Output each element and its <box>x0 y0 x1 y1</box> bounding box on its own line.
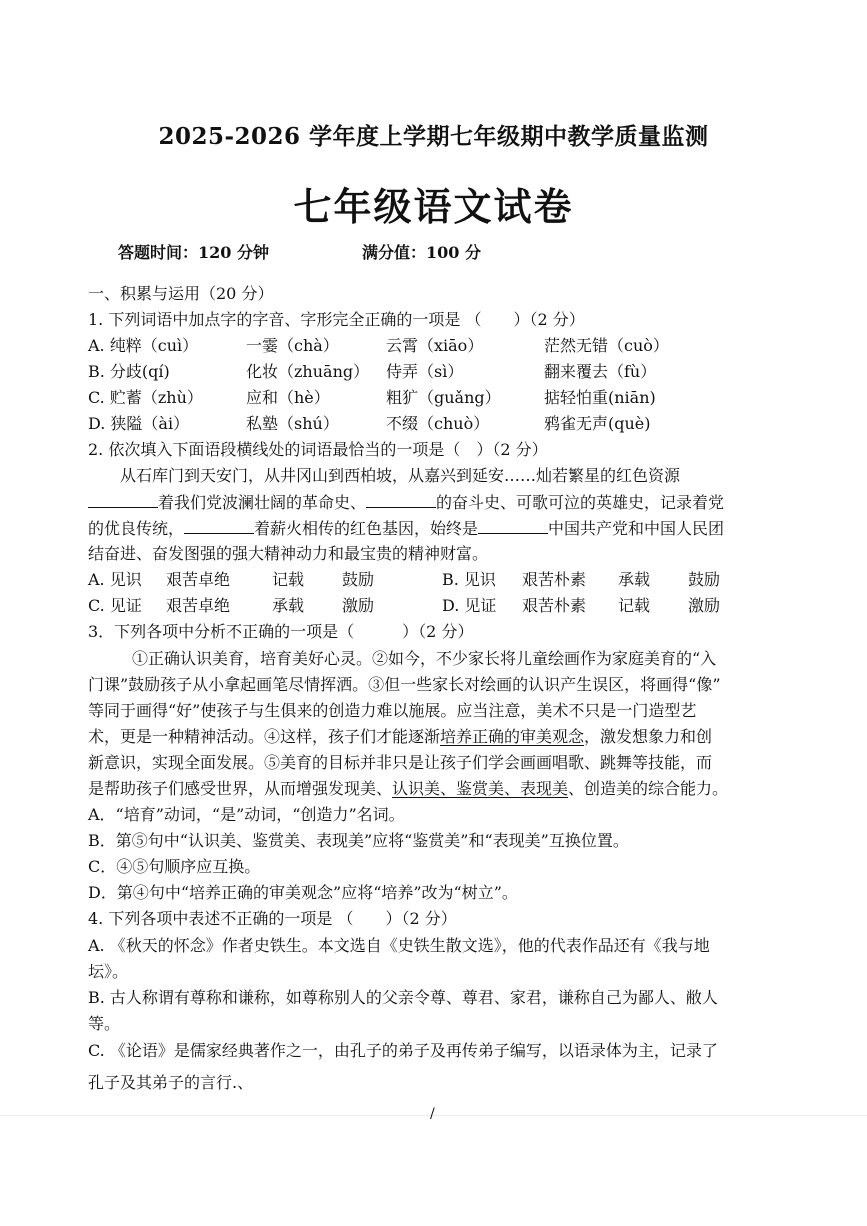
q2-option-cell: 鼓励 <box>342 570 375 589</box>
q2-passage-line <box>88 517 724 540</box>
fill-blank <box>88 491 158 508</box>
q2-passage-line <box>88 491 724 514</box>
q2-passage-text: 中国共产党和中国人民团 <box>548 519 725 538</box>
question-1-stem: 1. 下列词语中加点字的字音、字形完全正确的一项是 （ ）（2 分） <box>88 310 585 329</box>
q1-option-cell: 翻来覆去（fù） <box>544 362 657 381</box>
q1-option-cell: 云霄（xiāo） <box>386 336 484 355</box>
q3-option-d: D．第④句中“培养正确的审美观念”应将“培养”改为“树立”。 <box>88 883 518 902</box>
q1-option-cell: 粗犷（guǎng） <box>386 388 501 407</box>
page-mark: / <box>430 1106 435 1122</box>
q1-option-cell: A. 纯粹（cuì） <box>88 336 199 355</box>
q1-option-cell: C. 贮蓄（zhù） <box>88 388 203 407</box>
q4-option-a: A. 《秋天的怀念》作者史铁生。本文选自《史铁生散文选》，他的代表作品还有《我与地 <box>88 936 710 955</box>
q2-option-cell: 艰苦卓绝 <box>166 570 231 589</box>
q1-option-cell: 茫然无错（cuò） <box>544 336 669 355</box>
q3-option-b: B．第⑤句中“认识美、鉴赏美、表现美”应将“鉴赏美”和“表现美”互换位置。 <box>88 831 629 850</box>
q1-option-cell: 不缀（chuò） <box>386 414 490 433</box>
q1-option-cell: B. 分歧(qí) <box>88 362 170 381</box>
q2-passage-line: 结奋进、奋发图强的强大精神动力和最宝贵的精神财富。 <box>88 544 489 563</box>
q2-option-cell: 艰苦朴素 <box>522 596 587 615</box>
underlined-phrase: 培养正确的审美观念 <box>440 727 585 746</box>
q2-passage-text: 的优良传统， <box>88 519 185 538</box>
q2-option-cell: C. 见证 <box>88 596 142 615</box>
q2-passage-text: 的奋斗史、可歌可泣的英雄史，记录着党 <box>436 493 725 512</box>
q4-option-c-cont: 孔子及其弟子的言行.、 <box>88 1073 254 1092</box>
q3-passage-line: 门课”鼓励孩子从小拿起画笔尽情挥洒。③但一些家长对绘画的认识产生误区，将画得“像” <box>88 675 721 694</box>
q2-option-cell: 承载 <box>272 596 305 615</box>
q2-option-cell: D. 见证 <box>442 596 497 615</box>
q1-option-cell: 掂轻怕重(niān) <box>544 388 656 407</box>
q4-option-a-cont: 坛》。 <box>88 962 129 981</box>
section-heading: 一、积累与运用（20 分） <box>88 284 274 303</box>
q1-option-cell: D. 狭隘（ài） <box>88 414 190 433</box>
q3-option-a: A．“培育”动词，“是”动词，“创造力”名词。 <box>88 805 405 824</box>
q1-option-cell: 侍弄（sì） <box>386 362 464 381</box>
q2-option-cell: B. 见识 <box>442 570 496 589</box>
underlined-phrase: 认识美、鉴赏美、表现美 <box>392 779 569 798</box>
q3-passage-line: ①正确认识美育，培育美好心灵。②如今，不少家长将儿童绘画作为家庭美育的“入 <box>132 649 717 668</box>
q1-option-cell: 化妆（zhuāng） <box>246 362 370 381</box>
question-2-stem: 2. 依次填入下面语段横线处的词语最恰当的一项是（ ）（2 分） <box>88 440 548 459</box>
fill-blank <box>184 517 254 534</box>
q4-option-c: C. 《论语》是儒家经典著作之一，由孔子的弟子及再传弟子编写，以语录体为主，记录了 <box>88 1041 718 1060</box>
fill-blank <box>478 517 548 534</box>
q2-option-cell: 艰苦朴素 <box>522 570 587 589</box>
q3-passage-text: 术，更是一种精神活动。④这样，孩子们才能逐渐 <box>88 727 441 746</box>
q2-option-cell: 艰苦卓绝 <box>166 596 231 615</box>
q2-option-cell: 记载 <box>618 596 651 615</box>
q2-option-cell: 承载 <box>618 570 651 589</box>
q3-passage-line <box>88 778 728 800</box>
q1-option-cell: 私塾（shú） <box>246 414 339 433</box>
q4-option-b-cont: 等。 <box>88 1014 121 1033</box>
q2-option-cell: 激励 <box>688 596 721 615</box>
q2-passage-text: 着我们党波澜壮阔的革命史、 <box>158 493 367 512</box>
q1-option-cell: 应和（hè） <box>246 388 330 407</box>
q2-option-cell: 激励 <box>342 596 375 615</box>
exam-time: 答题时间：120 分钟 <box>118 243 269 262</box>
q1-option-cell: 鸦雀无声(què) <box>544 414 651 433</box>
question-4-stem: 4. 下列各项中表述不正确的一项是 （ ）（2 分） <box>88 909 457 928</box>
q4-option-b: B. 古人称谓有尊称和谦称，如尊称别人的父亲令尊、尊君、家君，谦称自己为鄙人、敝人 <box>88 988 718 1007</box>
q2-option-cell: 鼓励 <box>688 570 721 589</box>
q3-option-c: C．④⑤句顺序应互换。 <box>88 857 261 876</box>
question-3-stem: 3．下列各项中分析不正确的一项是（ ）（2 分） <box>88 622 474 641</box>
exam-title: 2025-2026 学年度上学期七年级期中教学质量监测 <box>158 123 709 150</box>
fill-blank <box>366 491 436 508</box>
q3-passage-text: 是帮助孩子们感受世界，从而增强发现美、 <box>88 779 393 798</box>
exam-score: 满分值：100 分 <box>362 243 481 262</box>
q1-option-cell: 一霎（chà） <box>246 336 339 355</box>
q2-passage-line: 从石库门到天安门，从井冈山到西柏坡，从嘉兴到延安……灿若繁星的红色资源 <box>120 466 681 485</box>
q3-passage-line <box>88 726 712 748</box>
q3-passage-line: 新意识，实现全面发展。⑤美育的目标并非只是让孩子们学会画画唱歌、跳舞等技能，而 <box>88 753 713 772</box>
q3-passage-text: 、创造美的综合能力。 <box>568 779 729 798</box>
q3-passage-line: 等同于画得“好”使孩子与生俱来的创造力难以施展。应当注意，美术不只是一门造型艺 <box>88 701 697 720</box>
q2-option-cell: A. 见识 <box>88 570 142 589</box>
q2-option-cell: 记载 <box>272 570 305 589</box>
exam-subtitle: 七年级语文试卷 <box>293 184 574 229</box>
q2-passage-text: 着薪火相传的红色基因，始终是 <box>254 519 479 538</box>
q3-passage-text: ，激发想象力和创 <box>584 727 713 746</box>
